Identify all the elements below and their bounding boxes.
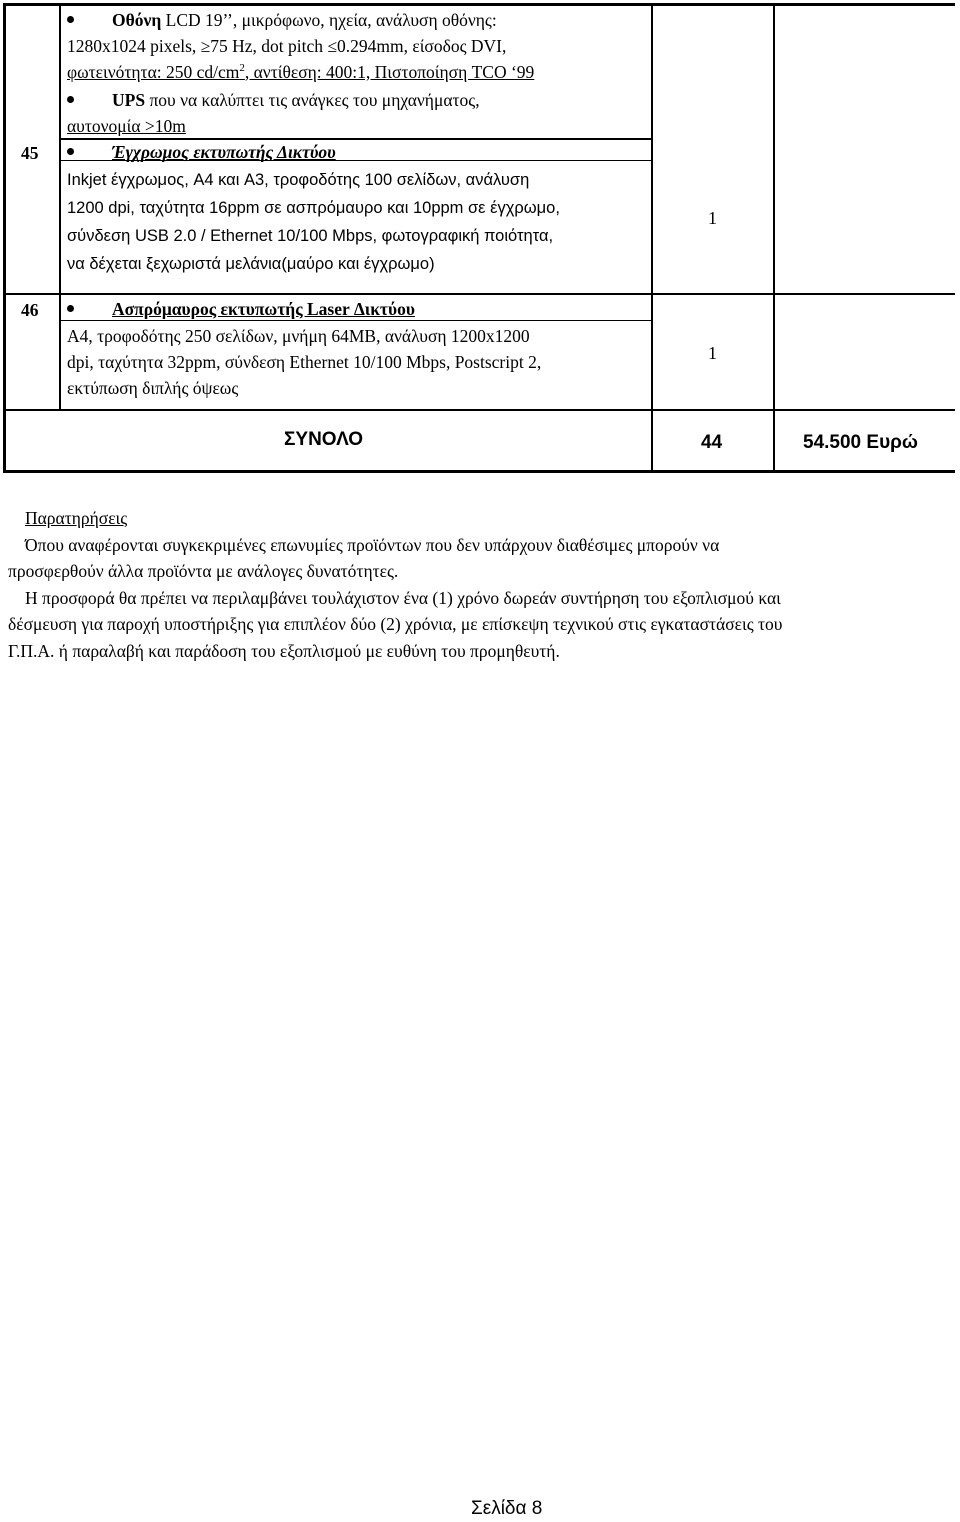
notes-paragraph-line: Όπου αναφέρονται συγκεκριμένες επωνυμίες προϊόντων που δεν υπάρχουν διαθέσιμες μπορούν να [25,534,720,555]
table-divider [773,3,775,473]
notes-paragraph-line: Γ.Π.Α. ή παραλαβή και παράδοση του εξοπλισμού με ευθύνη του προμηθευτή. [8,640,560,661]
row-quantity: 1 [708,208,717,228]
total-quantity: 44 [701,432,723,453]
row-quantity: 1 [708,343,717,363]
monitor-spec-text: LCD 19’’, μικρόφωνο, ηχεία, ανάλυση οθόνης: [161,10,497,30]
row-desc-line: dpi, ταχύτητα 32ppm, σύνδεση Ethernet 10/100 Mbps, Postscript 2, [67,352,542,372]
table-divider [59,3,61,411]
total-price: 54.500 Ευρώ [803,432,918,453]
bullet-icon [67,96,74,103]
total-label: ΣΥΝΟΛΟ [284,429,364,450]
row-desc-line: Inkjet έγχρωμος, A4 και A3, τροφοδότης 100 σελίδων, ανάλυση [67,171,530,189]
notes-paragraph-line: δέσμευση για παροχή υποστήριξης για επιπλέον δύο (2) χρόνια, με επίσκεψη τεχνικού στις εγκαταστάσεις του [8,614,783,634]
monitor-spec-line1 [67,8,497,33]
row-title [67,140,336,165]
notes-paragraph-line: προσφερθούν άλλα προϊόντα με ανάλογες δυνατότητες. [8,561,399,581]
row-desc-line: εκτύπωση διπλής όψεως [67,378,239,398]
ups-title: UPS [112,90,146,110]
row-title-text: Ασπρόμαυρος εκτυπωτής Laser Δικτύου [112,299,415,319]
notes-heading: Παρατηρήσεις [25,508,128,528]
table-divider [3,293,955,295]
ups-spec-text: που να καλύπτει τις ανάγκες του μηχανήματος, [145,90,480,110]
page-number: Σελίδα 8 [471,1498,543,1519]
table-divider [3,409,955,411]
row-title-text: Έγχρωμος εκτυπωτής Δικτύου [112,142,336,162]
row-title [67,297,415,322]
bullet-icon [67,305,74,312]
bullet-icon [67,16,74,23]
row-desc-line: 1200 dpi, ταχύτητα 16ppm σε ασπρόμαυρο και 10ppm σε έγχρωμο, [67,199,560,217]
row-desc-line: να δέχεται ξεχωριστά μελάνια(μαύρο και έγχρωμο) [67,255,435,273]
table-divider [651,3,653,473]
notes-paragraph-line: Η προσφορά θα πρέπει να περιλαμβάνει τουλάχιστον ένα (1) χρόνο δωρεάν συντήρηση του εξοπλισμού και [25,587,781,608]
ups-spec-line2: αυτονομία >10m [67,116,186,136]
monitor-spec-line3 [67,60,534,85]
bullet-icon [67,148,74,155]
notes-section [8,505,948,664]
superscript: 2 [239,62,245,75]
row-desc-line: σύνδεση USB 2.0 / Ethernet 10/100 Mbps, φωτογραφική ποιότητα, [67,227,554,245]
row-number: 45 [21,143,39,163]
ups-spec-line1 [67,88,480,113]
row-desc-line: A4, τροφοδότης 250 σελίδων, μνήμη 64MB, ανάλυση 1200x1200 [67,326,530,346]
monitor-spec-text: φωτεινότητα: 250 cd/cm [67,62,240,82]
row-number: 46 [21,300,39,320]
monitor-title: Οθόνη [112,10,162,30]
monitor-spec-line2: 1280x1024 pixels, ≥75 Hz, dot pitch ≤0.294mm, είσοδος DVI, [67,36,507,56]
monitor-spec-text: , αντίθεση: 400:1, Πιστοποίηση TCO ‘99 [244,62,535,82]
